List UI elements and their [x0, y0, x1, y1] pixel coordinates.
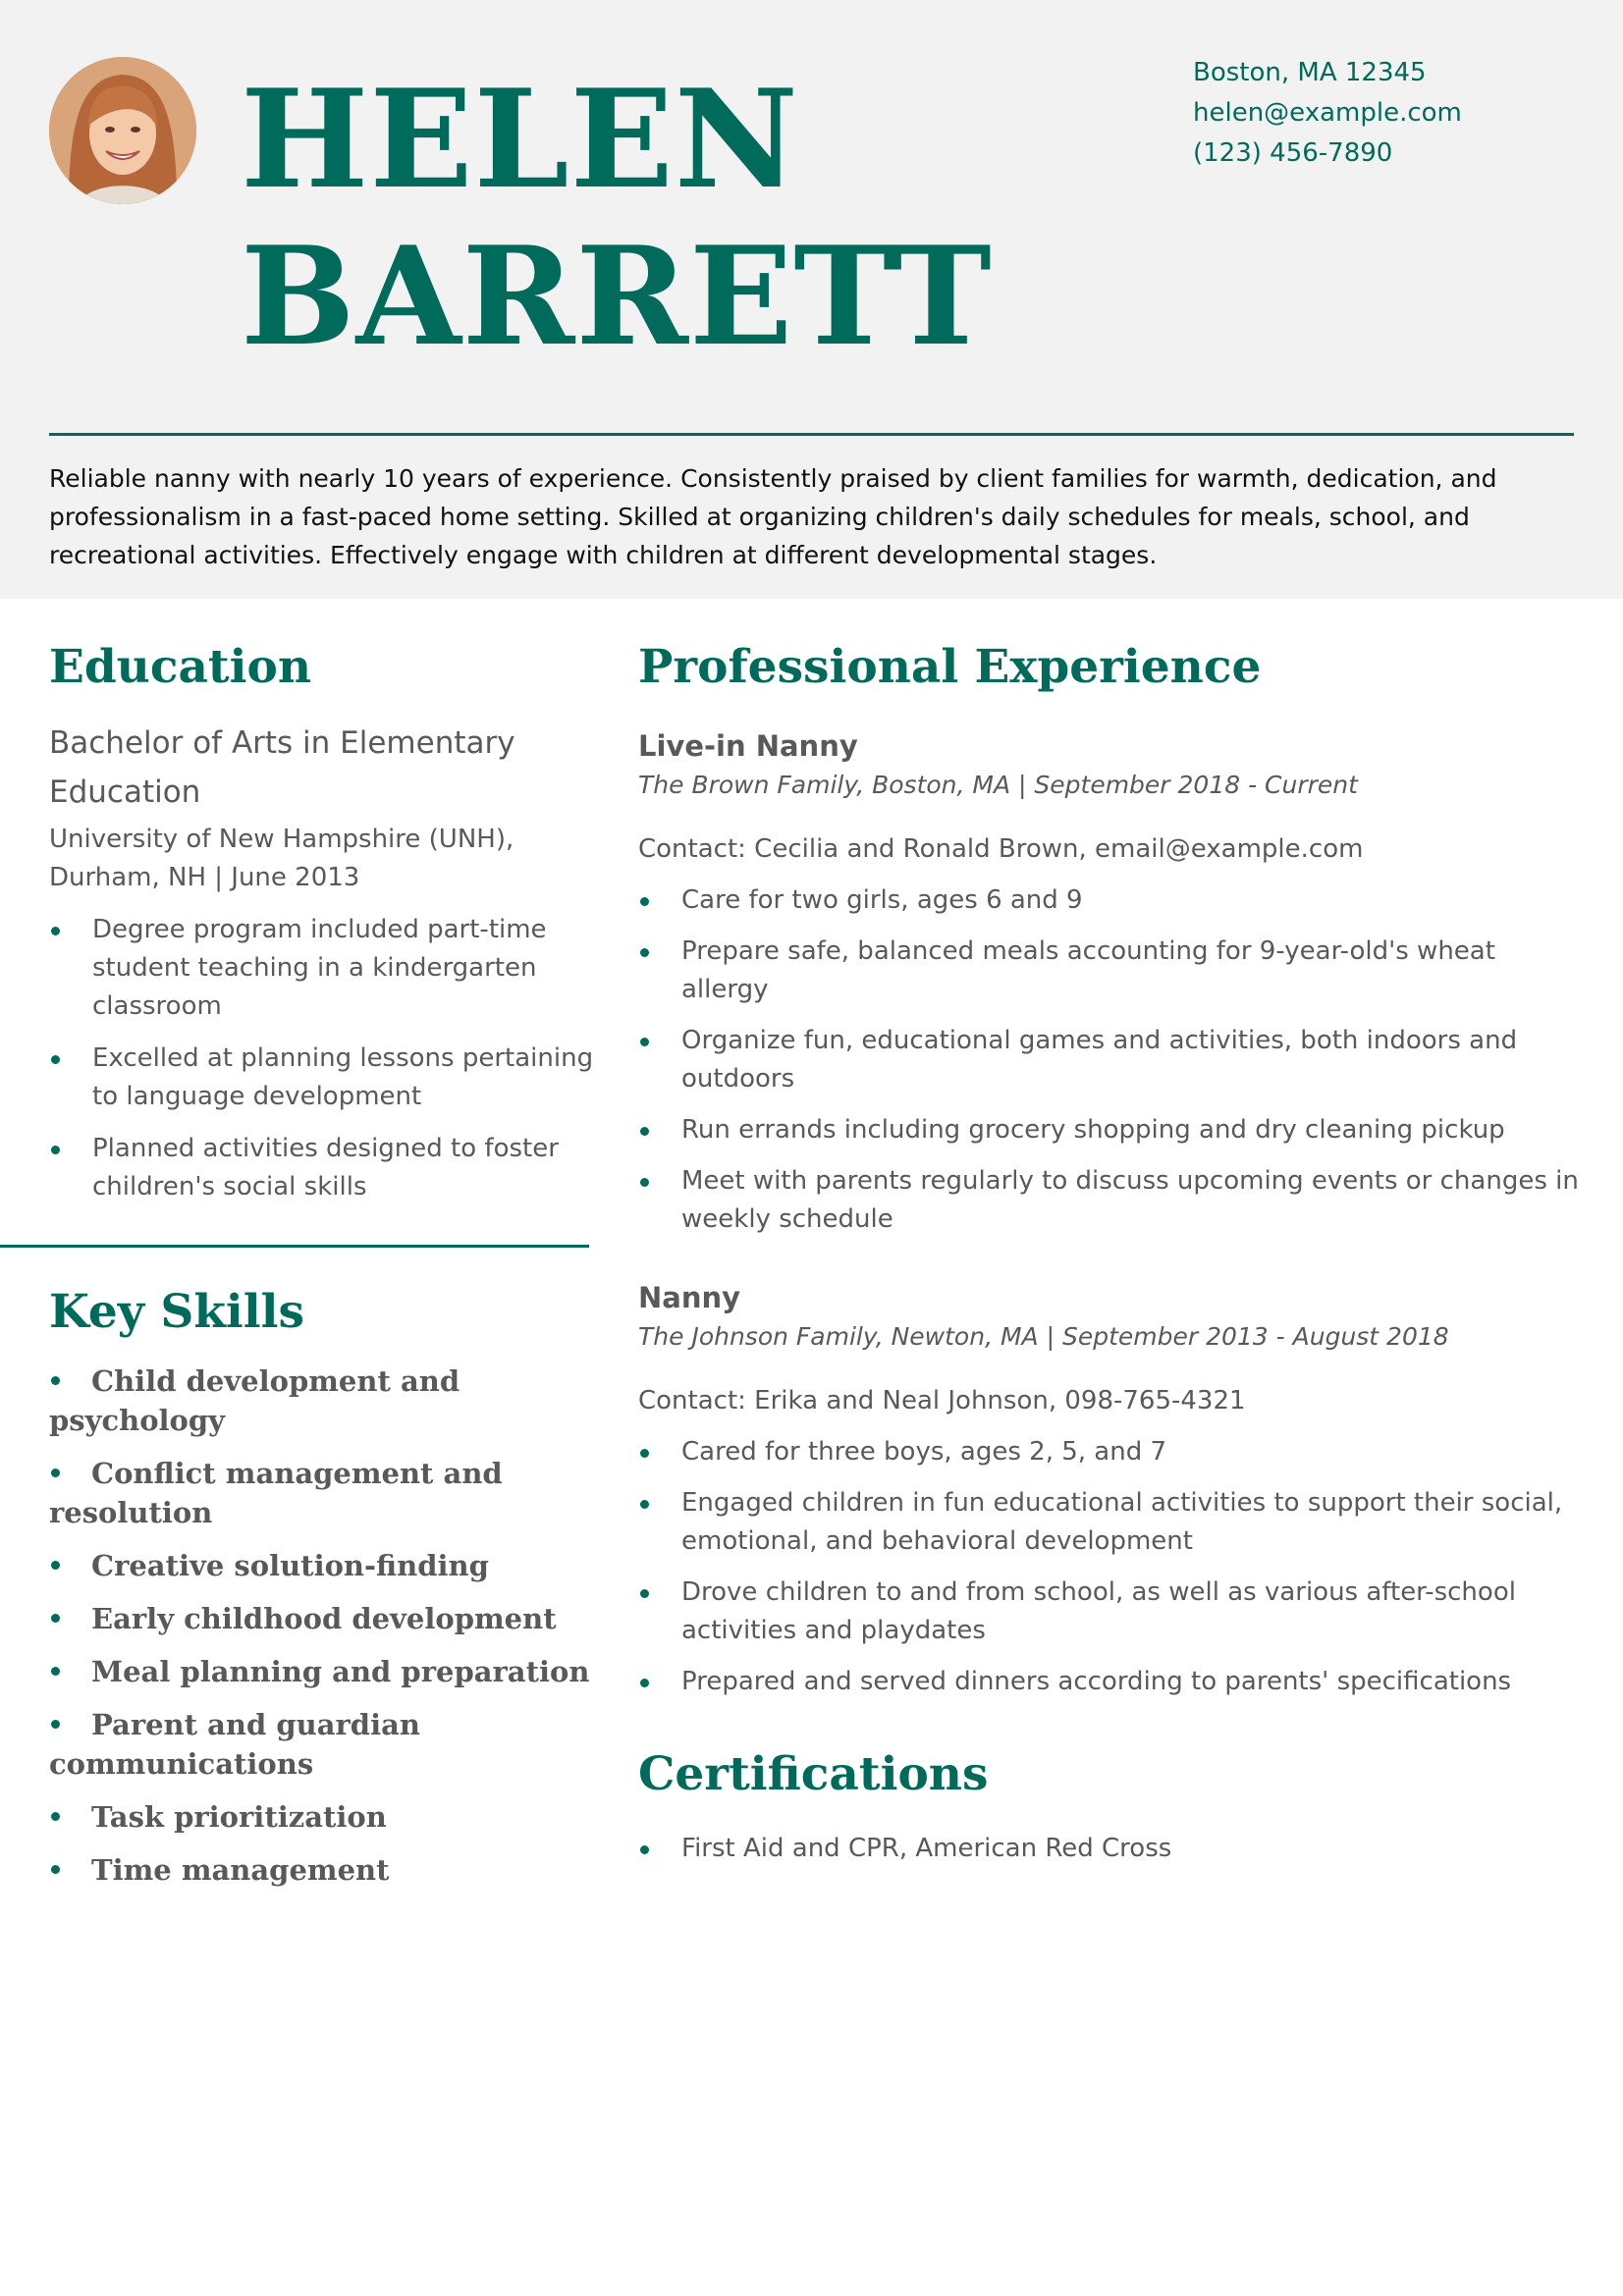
skill-item — [49, 1599, 594, 1638]
job-contact: Contact: Cecilia and Ronald Brown, email@example.com — [638, 834, 1364, 864]
bullet-icon — [51, 1468, 60, 1477]
skills-list — [49, 1362, 594, 1890]
skill-item — [49, 1850, 594, 1890]
contact-phone[interactable]: (123) 456-7890 — [1193, 138, 1393, 168]
certifications-list — [638, 1830, 1581, 1868]
job-bullets — [638, 881, 1581, 1239]
job-title: Nanny — [638, 1281, 741, 1314]
key-skills-heading: Key Skills — [49, 1285, 304, 1339]
list-item: Cared for three boys, ages 2, 5, and 7 — [638, 1433, 1581, 1471]
certifications-heading: Certifications — [638, 1747, 989, 1801]
skill-label: Task prioritization — [91, 1800, 387, 1834]
bullet-icon — [51, 1561, 60, 1570]
header-divider — [49, 433, 1574, 436]
job-bullets — [638, 1433, 1581, 1701]
skill-label: Early childhood development — [91, 1602, 557, 1635]
list-item: Run errands including grocery shopping and dry cleaning pickup — [638, 1111, 1581, 1149]
job-entry — [638, 1278, 1581, 1701]
job-employer-dates: The Brown Family, Boston, MA | September 2018 - Current — [638, 771, 1358, 799]
header-band — [0, 0, 1623, 599]
profile-photo-illustration — [49, 57, 196, 204]
bullet-icon — [51, 1720, 60, 1729]
key-skills-section — [49, 1283, 594, 1903]
job-entry — [638, 726, 1581, 1239]
skill-label: Time management — [91, 1853, 390, 1887]
list-item: Meet with parents regularly to discuss upcoming events or changes in weekly schedule — [638, 1162, 1581, 1239]
skill-label: Creative solution-finding — [91, 1549, 489, 1582]
skill-label: Child development and psychology — [49, 1364, 460, 1437]
experience-section — [638, 638, 1581, 1868]
last-name: BARRETT — [241, 216, 993, 376]
skill-label: Parent and guardian communications — [49, 1708, 420, 1781]
list-item: Organize fun, educational games and activities, both indoors and outdoors — [638, 1022, 1581, 1098]
contact-email[interactable]: helen@example.com — [1193, 98, 1462, 128]
candidate-name — [241, 61, 993, 375]
list-item: Degree program included part-time student teaching in a kindergarten classroom — [49, 911, 594, 1026]
profile-photo — [49, 57, 196, 204]
list-item: Engaged children in fun educational activities to support their social, emotional, and behavioral development — [638, 1484, 1581, 1561]
list-item: First Aid and CPR, American Red Cross — [638, 1830, 1581, 1868]
list-item: Prepare safe, balanced meals accounting for 9-year-old's wheat allergy — [638, 933, 1581, 1009]
list-item: Planned activities designed to foster children's social skills — [49, 1130, 594, 1206]
job-employer-dates: The Johnson Family, Newton, MA | September 2013 - August 2018 — [638, 1322, 1449, 1351]
education-bullets — [49, 911, 594, 1206]
bullet-icon — [51, 1614, 60, 1623]
school-info: University of New Hampshire (UNH), Durham, NH | June 2013 — [49, 825, 514, 892]
skill-label: Meal planning and preparation — [91, 1655, 590, 1688]
job-title: Live-in Nanny — [638, 729, 858, 763]
bullet-icon — [51, 1376, 60, 1385]
education-section — [49, 638, 594, 1206]
bullet-icon — [51, 1812, 60, 1821]
first-name: HELEN — [241, 59, 799, 219]
contact-location: Boston, MA 12345 — [1193, 58, 1427, 87]
skill-label: Conflict management and resolution — [49, 1457, 503, 1529]
professional-summary: Reliable nanny with nearly 10 years of experience. Consistently praised by client families for warmth, dedication, and professionalism in a fast-paced home setting. Skilled at organizing children's daily schedules for meals, school, and recreational activities. Effectively engage with children at different developmental stages. — [49, 464, 1497, 569]
bullet-icon — [51, 1865, 60, 1874]
skill-item — [49, 1797, 594, 1837]
list-item: Excelled at planning lessons pertaining to language development — [49, 1040, 594, 1116]
section-divider — [0, 1245, 589, 1248]
skill-item — [49, 1546, 594, 1585]
list-item: Drove children to and from school, as well as various after-school activities and playdates — [638, 1574, 1581, 1650]
education-heading: Education — [49, 640, 312, 694]
bullet-icon — [51, 1667, 60, 1676]
contact-block — [1193, 53, 1462, 174]
list-item: Care for two girls, ages 6 and 9 — [638, 881, 1581, 920]
job-contact: Contact: Erika and Neal Johnson, 098-765-4321 — [638, 1386, 1246, 1415]
skill-item — [49, 1652, 594, 1691]
skill-item — [49, 1454, 594, 1532]
list-item: Prepared and served dinners according to parents' specifications — [638, 1663, 1581, 1701]
degree-title: Bachelor of Arts in Elementary Education — [49, 725, 515, 810]
skill-item — [49, 1362, 594, 1440]
experience-heading: Professional Experience — [638, 640, 1262, 694]
skill-item — [49, 1705, 594, 1784]
